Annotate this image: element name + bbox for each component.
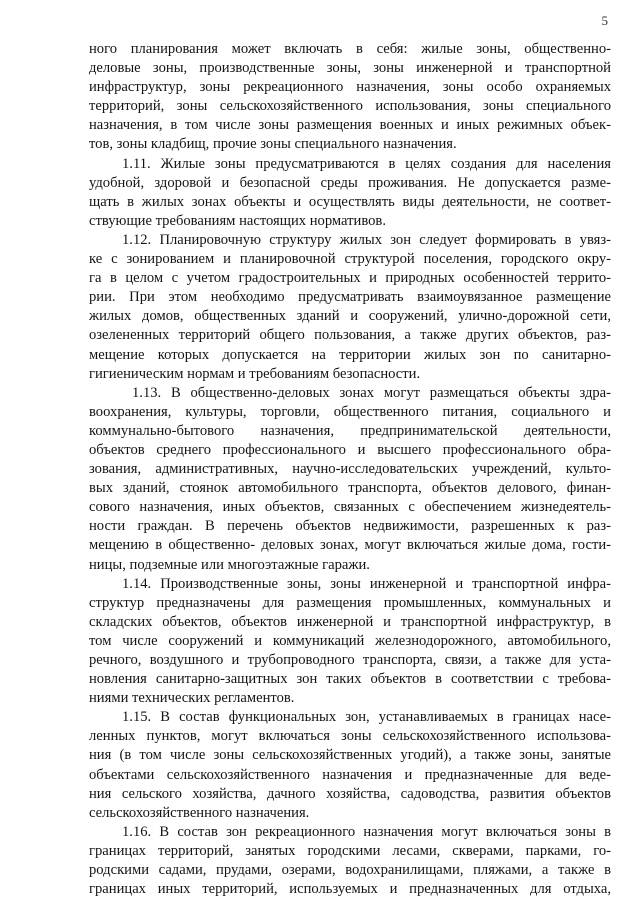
paragraph-1-13	[89, 384, 611, 575]
text-line: складских объектов, объектов инженерной и транспортной инфраструктур, в	[89, 613, 611, 630]
text-line: новления санитарно-защитных зон таких объектов в соответствии с требова-	[89, 671, 611, 688]
paragraph-1-16	[89, 823, 611, 899]
text-line: тов, зоны кладбищ, прочие зоны специального назначения.	[89, 136, 457, 153]
text-line: ствующие требованиям настоящих нормативов.	[89, 212, 386, 229]
text-line: инфраструктур, зоны рекреационного назначения, зоны особо охраняемых	[89, 79, 611, 96]
text-line: мещению в общественно- деловых зонах, могут включаться жилые дома, гости-	[89, 537, 611, 554]
text-line: 1.16. В состав зон рекреационного назначения могут включаться зоны в	[122, 823, 611, 840]
page-number: 5	[601, 13, 608, 28]
text-line: 1.13. В общественно-деловых зонах могут размещаться объекты здра-	[132, 384, 611, 401]
text-line: сельскохозяйственного назначения.	[89, 804, 310, 821]
text-line: границах иных территорий, используемых и предназначенных для отдыха,	[89, 881, 611, 898]
text-line: речного, воздушного и трубопроводного транспорта, связи, а также для уста-	[89, 652, 611, 668]
text-line: том числе сооружений и коммуникаций железнодорожного, автомобильного,	[89, 632, 611, 649]
text-line: деловые зоны, производственные зоны, зоны инженерной и транспортной	[89, 60, 611, 77]
text-line: ния (в том числе зоны сельскохозяйственных угодий), а также зоны, занятые	[89, 747, 611, 764]
text-line: жилых домов, общественных зданий и сооружений, улично-дорожной сети,	[89, 308, 611, 325]
text-line: территорий, зоны сельскохозяйственного использования, зоны специального	[89, 98, 611, 115]
text-line: границах территорий, занятых городскими лесами, скверами, парками, го-	[89, 842, 611, 859]
text-line: озелененных территорий общего пользования, а также других объектов, раз-	[89, 327, 611, 344]
text-line: зования, административных, научно-исследовательских учреждений, культо-	[89, 461, 611, 478]
text-line: назначения, в том числе зоны размещения военных и иных режимных объек-	[89, 117, 611, 134]
text-line: ке с зонированием и планировочной структурой поселения, городского окру-	[89, 251, 611, 268]
text-line: структур предназначены для размещения промышленных, коммунальных и	[89, 594, 611, 611]
text-line: 1.12. Планировочную структуру жилых зон следует формировать в увяз-	[122, 231, 611, 248]
text-line: 1.15. В состав функциональных зон, устанавливаемых в границах насе-	[122, 709, 611, 726]
text-line: 1.14. Производственные зоны, зоны инженерной и транспортной инфра-	[122, 575, 611, 592]
text-line: га в целом с учетом градостроительных и природных особенностей террито-	[89, 270, 611, 287]
text-line: объектов среднего профессионального и высшего профессионального обра-	[89, 441, 611, 458]
paragraph-1-15	[89, 708, 611, 823]
paragraph-1-12	[89, 231, 611, 384]
text-line: 1.11. Жилые зоны предусматриваются в целях создания для населения	[122, 155, 611, 172]
text-line: ниями технических регламентов.	[89, 690, 295, 707]
text-line: ницы, подземные или многоэтажные гаражи.	[89, 556, 370, 573]
text-line: ния сельского хозяйства, дачного хозяйства, садоводства, развития объектов	[89, 785, 611, 802]
text-line: гигиеническим нормам и требованиям безопасности.	[89, 365, 421, 382]
text-line: удобной, здоровой и безопасной среды проживания. Не допускается разме-	[89, 174, 611, 191]
text-line: объектами сельскохозяйственного назначения и предназначенные для веде-	[89, 766, 611, 783]
text-line: ного планирования может включать в себя: жилые зоны, общественно-	[89, 41, 611, 57]
paragraph-continuation	[89, 40, 611, 155]
paragraph-1-11	[89, 155, 611, 231]
paragraph-1-14	[89, 575, 611, 709]
text-line: ленных пунктов, могут включаться зоны сельскохозяйственного использова-	[89, 728, 611, 745]
text-line: мещение которых допускается на территории жилых зон по санитарно-	[89, 346, 611, 363]
text-line: щать в жилых зонах объекты и осуществлять виды деятельности, не соответ-	[89, 193, 611, 210]
text-line: вых зданий, стоянок автомобильного транспорта, объектов делового, финан-	[89, 480, 611, 497]
text-line: родскими садами, прудами, озерами, водохранилищами, пляжами, а также в	[89, 862, 611, 879]
text-line: воохранения, культуры, торговли, общественного питания, социального и	[89, 403, 611, 420]
document-body	[89, 40, 611, 899]
text-line: рии. При этом необходимо предусматривать взаимоувязанное размещение	[89, 289, 611, 306]
text-line: ности граждан. В перечень объектов недвижимости, разрешенных к раз-	[89, 518, 611, 535]
text-line: сового назначения, иных объектов, связанных с обеспечением жизнедеятель-	[89, 499, 611, 516]
text-line: коммунально-бытового назначения, предпринимательской деятельности,	[89, 422, 611, 439]
